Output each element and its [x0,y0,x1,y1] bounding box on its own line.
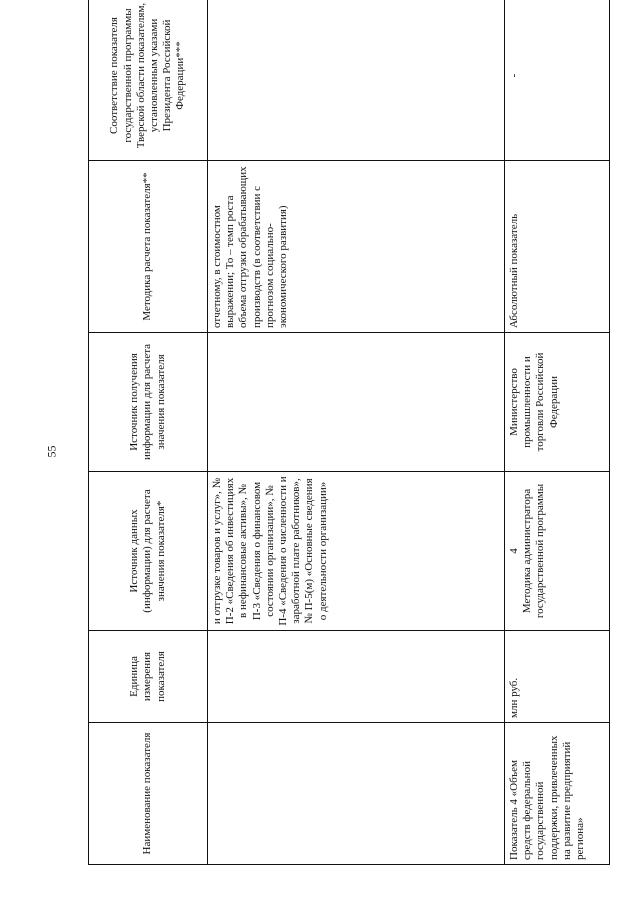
header-compliance: Соответствие показателя государственной программы Тверской области показателям, установленным указами Президента Российской Федерации*** [89,0,208,161]
cell-method: отчетному, в стоимостном выражении; To – темп роста объема отгрузки обрабатывающих производств (в соответствии с прогнозом социально-экономического развития) [208,161,505,333]
page-number: 55 [44,445,59,458]
data-source-number: 4 [508,548,520,554]
cell-data-source [505,472,610,631]
cell-unit: млн руб. [505,631,610,723]
data-source-text: Методика администратора государственной программы [521,483,547,619]
cell-name: Показатель 4 «Объем средств федеральной государственной поддержки, привлеченных на развитие предприятий региона» [505,723,610,865]
rotated-table-sheet [88,2,588,865]
cell-name [208,723,505,865]
rotation-wrapper [88,2,588,865]
cell-data-source: и отгрузке товаров и услуг», № П-2 «Сведения об инвестициях в нефинансовые активы», № П-3 «Сведения о финансовом состоянии организации», № П-4 «Сведения о численности и заработной плате работников», № П-5(м) «Основные сведения о деятельности организации» [208,472,505,631]
cell-unit [208,631,505,723]
indicators-table [88,0,610,865]
cell-method: Абсолютный показатель [505,161,610,333]
cell-compliance [208,0,505,161]
table-header-row [89,0,208,865]
table-row [208,0,505,865]
header-info-source: Источник получения информации для расчета значения показателя [89,333,208,472]
cell-info-source [208,333,505,472]
header-method: Методика расчета показателя** [89,161,208,333]
header-unit: Единица измерения показателя [89,631,208,723]
cell-compliance: - [505,0,610,161]
cell-info-source: Министерство промышленности и торговли Российской Федерации [505,333,610,472]
header-data-source: Источник данных (информации) для расчета значения показателя* [89,472,208,631]
table-row [505,0,610,865]
header-name: Наименование показателя [89,723,208,865]
